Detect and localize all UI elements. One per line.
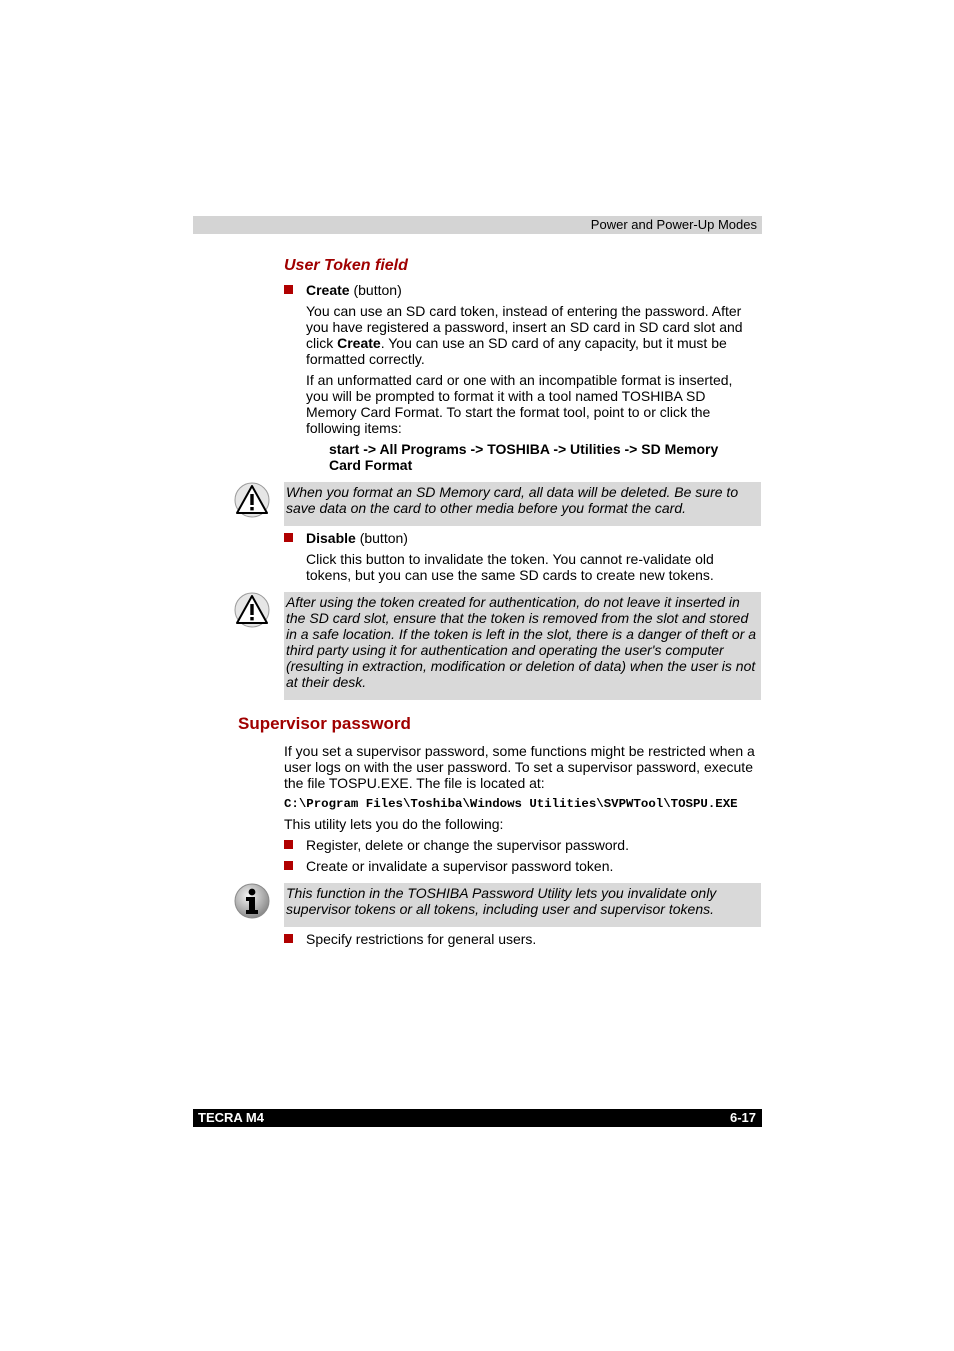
footer-page-number: 6-17 xyxy=(729,1110,756,1125)
list-item: Specify restrictions for general users. xyxy=(306,931,537,947)
list-item: Create or invalidate a supervisor password token. xyxy=(306,858,614,874)
list-item: Register, delete or change the supervisor password. xyxy=(306,837,629,853)
bullet-square xyxy=(284,934,293,943)
user-token-heading: User Token field xyxy=(284,257,408,274)
create-paragraph-2: If an unformatted card or one with an incompatible format is inserted, you will be prompted to format it with a tool named TOSHIBA SD Memory Card Format. To start the format tool, point to or click the following items: xyxy=(306,372,733,436)
info-i-icon xyxy=(234,883,270,919)
disable-label: Disable xyxy=(306,530,356,546)
bullet-square xyxy=(284,533,293,542)
create-p1-bold: Create xyxy=(337,335,381,351)
create-suffix: (button) xyxy=(349,282,402,298)
bullet-square xyxy=(284,285,293,294)
supervisor-paragraph-1: If you set a supervisor password, some functions might be restricted when a user logs on with the user password. To set a supervisor password, execute the file TOSPU.EXE. The file is located at: xyxy=(284,743,755,791)
disable-item xyxy=(306,530,758,546)
bullet-square xyxy=(284,840,293,849)
caution-triangle-icon xyxy=(234,482,270,518)
caution-note-1 xyxy=(284,482,761,526)
caution-note-2 xyxy=(284,592,761,700)
caution-note-2-text: After using the token created for authentication, do not leave it inserted in the SD card slot, ensure that the token is removed from the slot and stored in a safe location. If the token is left in the slot, there is a danger of theft or a third party using it for authentication and operating the user's computer (resulting in extraction, modification or deletion of data) when the user is not at their desk. xyxy=(286,594,757,690)
create-item xyxy=(306,282,758,298)
disable-paragraph: Click this button to invalidate the token. You cannot re-validate old tokens, but you can use the same SD cards to create new tokens. xyxy=(306,551,714,583)
create-p1-text-a: You can use an SD card token, instead of entering the password. After you have registered a password, insert an SD card in SD card slot and click xyxy=(306,303,743,351)
supervisor-file-path: C:\Program Files\Toshiba\Windows Utilities\SVPWTool\TOSPU.EXE xyxy=(284,797,738,811)
info-note-text: This function in the TOSHIBA Password Utility lets you invalidate only supervisor tokens or all tokens, including user and supervisor tokens. xyxy=(286,885,717,917)
supervisor-heading: Supervisor password xyxy=(238,714,411,733)
info-note xyxy=(284,883,761,927)
menu-path: start -> All Programs -> TOSHIBA -> Utilities -> SD Memory Card Format xyxy=(329,441,719,473)
supervisor-paragraph-2: This utility lets you do the following: xyxy=(284,816,504,832)
footer-model: TECRA M4 xyxy=(198,1110,264,1125)
disable-suffix: (button) xyxy=(355,530,408,546)
create-paragraph-1 xyxy=(306,303,758,367)
page-header-bar xyxy=(193,216,762,234)
create-p1-text-b: . You can use an SD card of any capacity, but it must be formatted correctly. xyxy=(306,335,727,367)
bullet-square xyxy=(284,861,293,870)
caution-note-1-text: When you format an SD Memory card, all data will be deleted. Be sure to save data on the card to other media before you format the card. xyxy=(286,484,739,516)
caution-triangle-icon xyxy=(234,592,270,628)
page-header-title: Power and Power-Up Modes xyxy=(590,217,757,232)
create-label: Create xyxy=(306,282,350,298)
page-footer-bar xyxy=(193,1109,762,1127)
